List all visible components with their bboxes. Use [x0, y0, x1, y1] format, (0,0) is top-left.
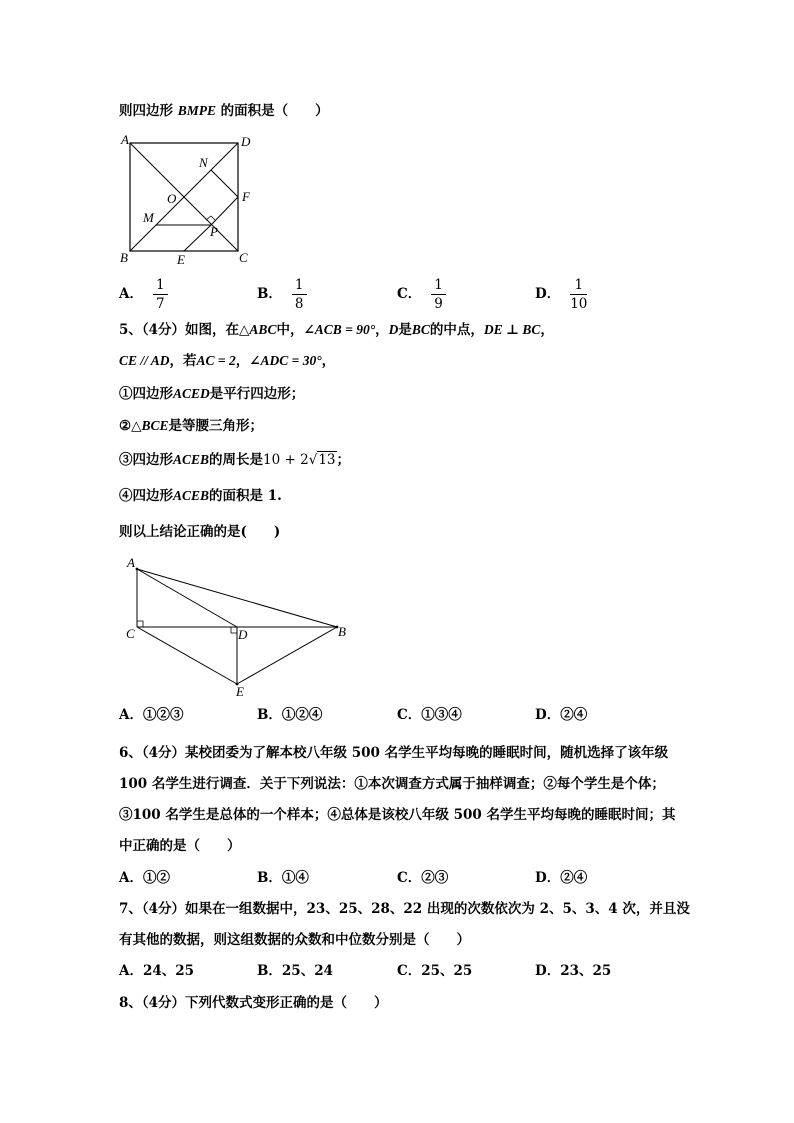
q6-option-b[interactable]: B．①④ — [257, 870, 309, 886]
q6-option-a[interactable]: A．①② — [119, 870, 170, 886]
q4-label-d: D — [241, 134, 251, 149]
q4-label-c: C — [239, 250, 248, 265]
q5-label-a: A — [127, 555, 135, 570]
q7-option-c[interactable]: C．25、25 — [397, 963, 473, 979]
q5-question: 则以上结论正确的是( ) — [119, 524, 281, 540]
q5-stem-line2: CE // AD，若AC = 2，∠ADC = 30°， — [119, 353, 336, 369]
q4-option-b[interactable]: B． $\frac{1}{8}$ — [257, 276, 307, 313]
q6-line4: 中正确的是（ ） — [119, 838, 241, 854]
q7-option-d[interactable]: D．23、25 — [535, 963, 612, 979]
q5-label-c: C — [126, 626, 135, 641]
q5-statement-2: ②△BCE是等腰三角形； — [119, 418, 264, 434]
q4-label-f: F — [242, 189, 250, 204]
q4-option-c[interactable]: C． $\frac{1}{9}$ — [397, 276, 446, 313]
q4-label-a: A — [121, 132, 129, 147]
q4-stem-pre: 则四边形 — [119, 103, 178, 119]
q4-option-d[interactable]: D． $\frac{1}{10}$ — [535, 277, 588, 312]
q4-label-p: P — [210, 224, 218, 239]
q4-label-b: B — [120, 250, 128, 265]
q4-stem-var: BMPE — [177, 103, 216, 118]
q4-stem-post: 的面积是（ ） — [215, 103, 329, 119]
q4-label-o: O — [167, 191, 177, 206]
q5-stem-line1: 5、（4分）如图，在△ABC中，∠ACB = 90°，D是BC的中点，DE ⊥ BC， — [119, 322, 554, 338]
q6-line1: 6、（4分）某校团委为了解本校八年级 500 名学生平均每晚的睡眠时间，随机选择了该年级 — [119, 745, 669, 761]
q7-line2: 有其他的数据，则这组数据的众数和中位数分别是（ ） — [119, 932, 470, 948]
q4-figure — [112, 130, 262, 270]
q5-option-b[interactable]: B．①②④ — [257, 707, 323, 723]
q5-label-e: E — [236, 684, 244, 699]
q4-label-m: M — [143, 210, 154, 225]
q6-option-c[interactable]: C．②③ — [397, 870, 449, 886]
q5-option-d[interactable]: D．②④ — [535, 707, 588, 723]
q7-option-b[interactable]: B．25、24 — [257, 963, 333, 979]
q4-label-n: N — [199, 155, 208, 170]
q7-option-a[interactable]: A．24、25 — [119, 963, 195, 979]
q5-label-d: D — [238, 627, 248, 642]
q8-line1: 8、（4分）下列代数式变形正确的是（ ） — [119, 995, 388, 1011]
q7-line1: 7、（4分）如果在一组数据中，23、25、28、22 出现的次数依次为 2、5、3、4 次，并且没 — [119, 901, 690, 917]
q5-figure — [118, 553, 356, 701]
q5-statement-4: ④四边形ACEB的面积是 1. — [119, 488, 282, 504]
q4-label-e: E — [177, 252, 185, 267]
q6-line3: ③100 名学生是总体的一个样本；④总体是该校八年级 500 名学生平均每晚的睡眠时间；其 — [119, 807, 676, 823]
q5-option-c[interactable]: C．①③④ — [397, 707, 462, 723]
q4-option-a[interactable]: A． $\frac{1}{7}$ — [119, 276, 168, 313]
q5-label-b: B — [338, 624, 346, 639]
q6-line2: 100 名学生进行调查．关于下列说法：①本次调查方式属于抽样调查；②每个学生是个体； — [119, 776, 665, 792]
q5-statement-1: ①四边形ACED是平行四边形； — [119, 386, 305, 402]
q6-option-d[interactable]: D．②④ — [535, 870, 588, 886]
q5-statement-3: ③四边形ACEB的周长是10 + 2√13； — [119, 452, 350, 468]
q5-option-a[interactable]: A．①②③ — [119, 707, 184, 723]
sqrt-sign: √ — [308, 452, 318, 468]
q4-stem — [119, 102, 329, 120]
